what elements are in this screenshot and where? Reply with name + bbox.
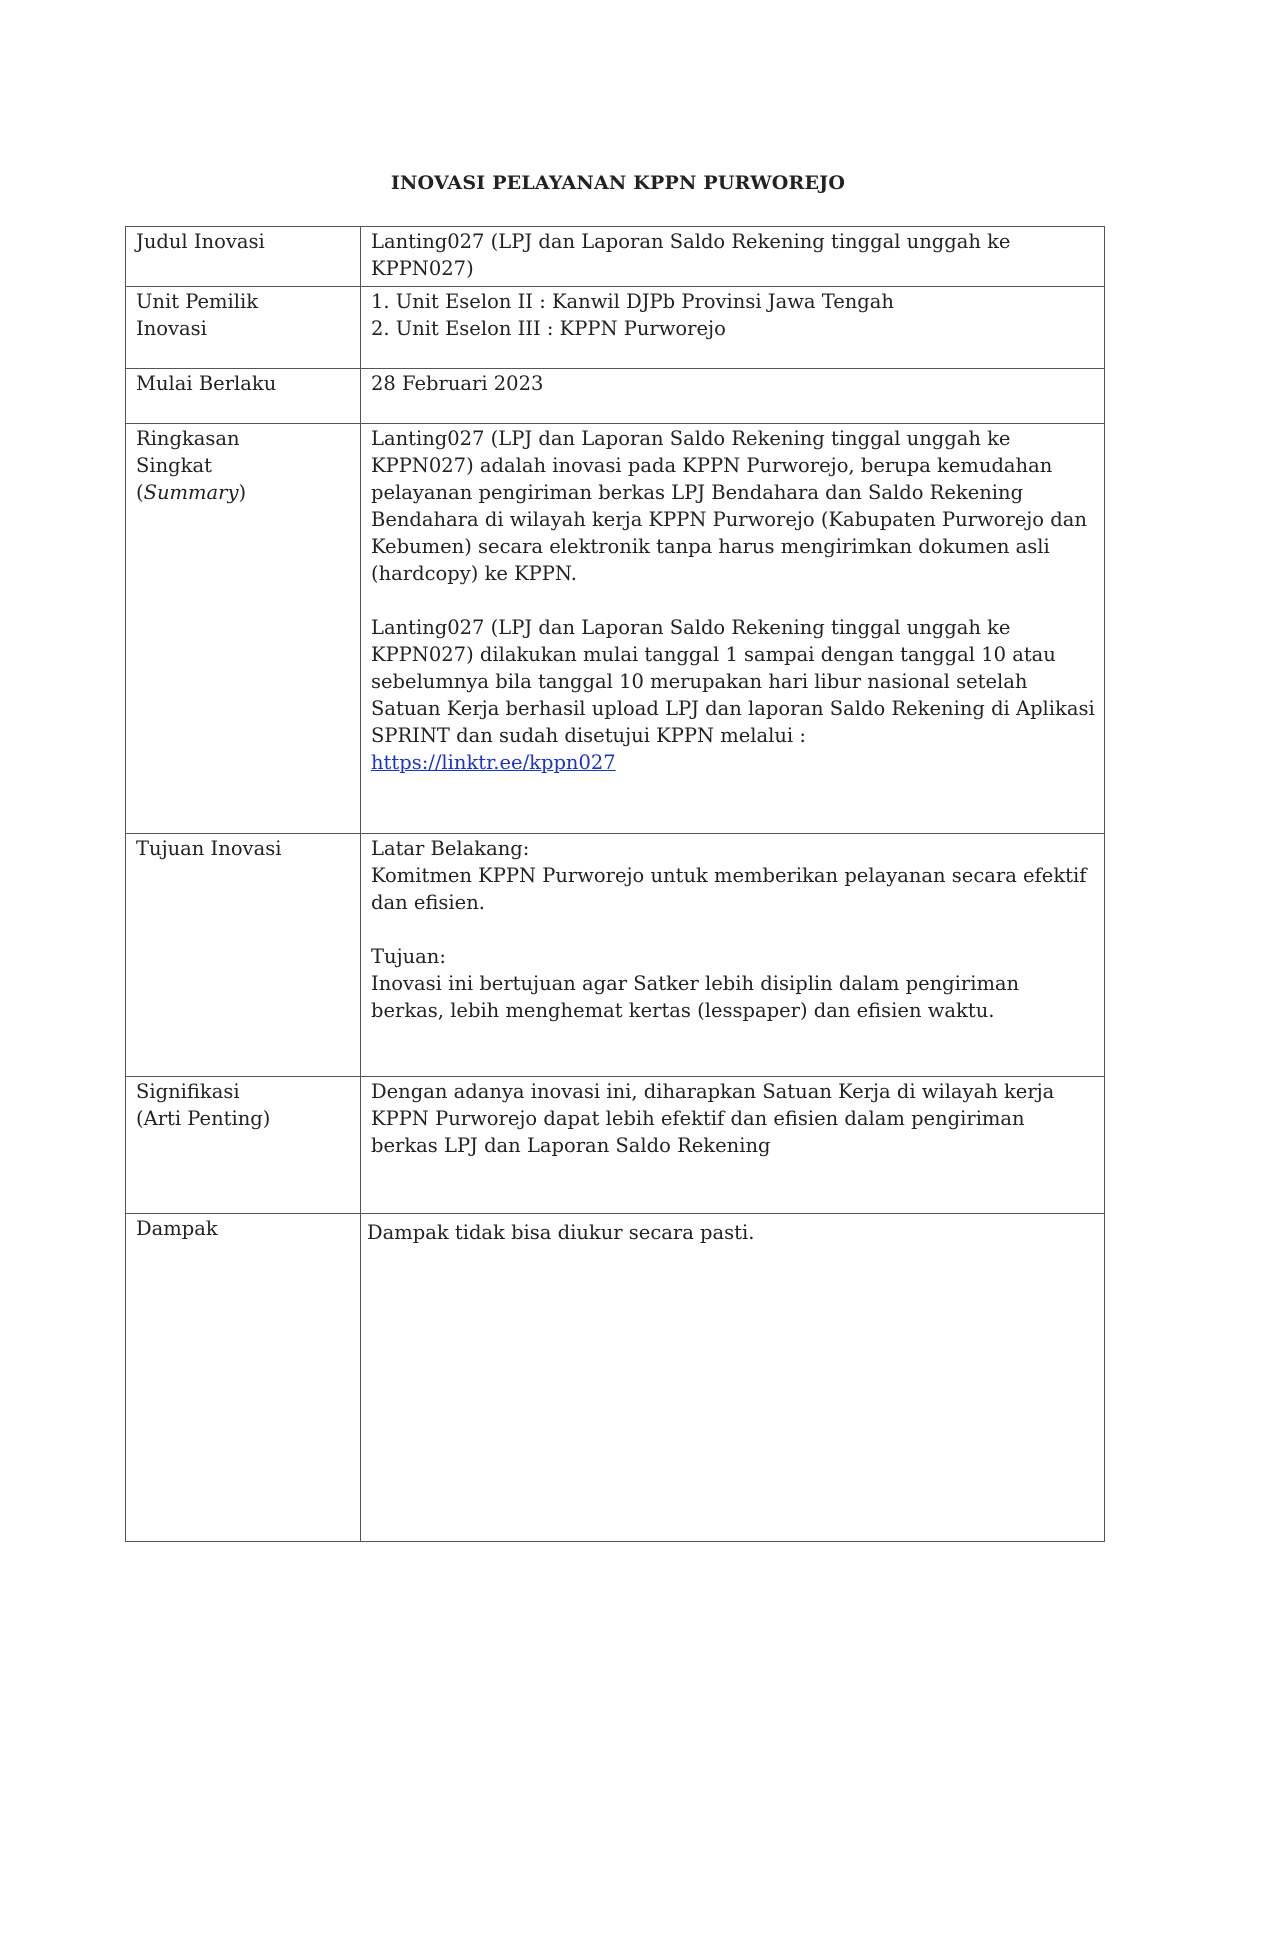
value-text: Lanting027 (LPJ dan Laporan Saldo Rekening tinggal unggah ke KPPN027) [371,230,1011,280]
value-text: 28 Februari 2023 [371,372,544,395]
value-text: Dampak tidak bisa diukur secara pasti. [367,1221,755,1244]
value-text: Dengan adanya inovasi ini, diharapkan Satuan Kerja di wilayah kerja KPPN Purworejo dapat lebih efektif dan efisien dalam pengiriman berkas LPJ dan Laporan Saldo Rekening [371,1080,1055,1157]
label-line [136,479,352,506]
label-dampak [126,1214,361,1542]
label-line: Inovasi [136,317,207,340]
table-row-dampak [126,1214,1105,1542]
table-row-tujuan [126,834,1105,1077]
label-line: (Arti Penting) [136,1107,271,1130]
paragraph-gap [371,916,1096,943]
document-title: INOVASI PELAYANAN KPPN PURWOREJO [390,172,846,194]
table-row-unit [126,287,1105,369]
label-judul-inovasi [126,227,361,287]
label-signifikasi [126,1077,361,1214]
label-tujuan-inovasi [126,834,361,1077]
list-item: 1. Unit Eselon II : Kanwil DJPb Provinsi Jawa Tengah [371,290,894,313]
tujuan-heading: Tujuan: [371,945,446,968]
label-unit-pemilik [126,287,361,369]
value-dampak [361,1214,1105,1542]
paragraph-gap [371,587,1096,614]
value-ringkasan-singkat [361,424,1105,834]
latar-belakang-text: Komitmen KPPN Purworejo untuk memberikan pelayanan secara efektif dan efisien. [371,864,1087,914]
tujuan-text: Inovasi ini bertujuan agar Satker lebih disiplin dalam pengiriman berkas, lebih menghemat kertas (lesspaper) dan efisien waktu. [371,972,1020,1022]
summary-paragraph-1: Lanting027 (LPJ dan Laporan Saldo Rekening tinggal unggah ke KPPN027) adalah inovasi pada KPPN Purworejo, berupa kemudahan pelayanan pengiriman berkas LPJ Bendahara dan Saldo Rekening Bendahara di wilayah kerja KPPN Purworejo (Kabupaten Purworejo dan Kebumen) secara elektronik tanpa harus mengirimkan dokumen asli (hardcopy) ke KPPN. [371,427,1087,585]
linktree-link[interactable]: https://linktr.ee/kppn027 [371,751,616,774]
label-ringkasan-singkat [126,424,361,834]
label-line: Signifikasi [136,1080,240,1103]
label-text: Judul Inovasi [136,230,265,253]
summary-italic: Summary [143,481,239,504]
value-unit-pemilik [361,287,1105,369]
value-judul-inovasi [361,227,1105,287]
innovation-form-table [125,226,1105,1542]
table-row-mulai [126,369,1105,424]
value-signifikasi [361,1077,1105,1214]
latar-belakang-heading: Latar Belakang: [371,837,530,860]
label-line: Unit Pemilik [136,290,259,313]
label-mulai-berlaku [126,369,361,424]
label-text: Dampak [136,1217,218,1240]
label-text: Mulai Berlaku [136,372,277,395]
table-row-judul [126,227,1105,287]
value-tujuan-inovasi [361,834,1105,1077]
value-mulai-berlaku [361,369,1105,424]
summary-paragraph-2: Lanting027 (LPJ dan Laporan Saldo Rekening tinggal unggah ke KPPN027) dilakukan mulai tanggal 1 sampai dengan tanggal 10 atau sebelumnya bila tanggal 10 merupakan hari libur nasional setelah Satuan Kerja berhasil upload LPJ dan laporan Saldo Rekening di Aplikasi SPRINT dan sudah disetujui KPPN melalui : [371,616,1095,747]
label-text: Tujuan Inovasi [136,837,282,860]
paren-close: ) [238,481,247,504]
label-line: Ringkasan [136,427,240,450]
table-row-ringkasan [126,424,1105,834]
label-line: Singkat [136,454,212,477]
list-item: 2. Unit Eselon III : KPPN Purworejo [371,317,726,340]
paren-open: ( [136,481,144,504]
table-row-signifikasi [126,1077,1105,1214]
